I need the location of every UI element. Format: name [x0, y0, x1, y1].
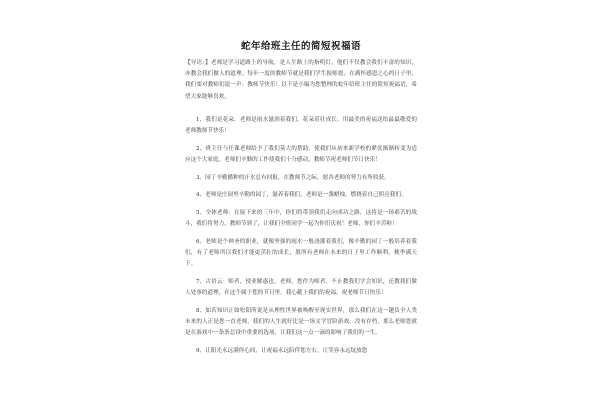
wish-paragraph-7: 7、古语云：师者，授业解惑也。老师，您作为师者，不止教我们学会知识，还教我们做人处事的道理，在这个属于您的节日里，我心献上我们的祝福，祝老师节日快乐！: [185, 279, 417, 297]
wish-paragraph-8: 8、如若知识正如松阳所说是从理性世界被唤醒至现实世界，那么我们在这一趟负全人类未来的人正是您一直老师，我们的人生就好比是一场文学冒险游戏，没有存档，那么老师您就是在游戏中一条条总设中重要的选项，让我们这一点一滴的影响了我们的一生。: [185, 307, 417, 337]
wish-paragraph-3: 3、园丁辛勤播种的汗水总有回报，在教师节之际，愿各老师的努力有所收获。: [196, 174, 390, 181]
article-column: [185, 38, 417, 364]
wish-paragraph-6: 6、老师是个神圣的职业，就像坚强的雨水一般浇灌着我们，像辛勤的园丁一般培养着我们，有了老师所以我们才能更茁壮的成长，愿所有老师在未来的日子里工作顺利，桃李满天下。: [185, 238, 417, 268]
document-title: 蛇年给班主任的简短祝福语: [240, 41, 361, 52]
intro-paragraph: 【导语：】老师是学习道路上的导航，是人生路上的指明灯，他们不仅教会我们丰富的知识，亦教会我们做人的道理。每年一度的教师节就是我们学生报师恩、在满怀感恩之心的日子里，我们要对教师们说一声：教师节快乐！以下是小编为您整理的蛇年给班主任的简短祝福语，希望大家能够喜欢。: [185, 60, 417, 100]
wish-paragraph-2: 2、班主任与任课老师给予了我们莫大的帮助，使我们从初来新学校的紧张渐渐转变为适应这个大家庭。老师们辛勤的工作使我们十分感动，教师节祝老师们节日快乐！: [185, 145, 417, 163]
wish-paragraph-4: 4、老师是庄园里辛勤的园丁，滋养着我们，老师是一盏蜡烛，燃烧着自己照亮我们。: [196, 192, 407, 199]
wish-paragraph-1: 1、我们是花朵，老师是雨水滋润着我们，花朵茁壮成长。用最美的祝福送给最最敬爱的老师教师节快乐！: [185, 116, 417, 135]
wish-paragraph-5: 5、全体老师：在接下来的三年中，你们将带领我们走向成功之路，这将是一场艰苦的战斗，我们将努力，教师节到了，让我们全班同学一起为你们庆祝！老师，你们辛苦啦！: [185, 210, 417, 228]
wish-paragraph-9: 9、让阳光永远满你心间，让祝福永远陪伴您左右，让笑容永远绽放您: [196, 348, 368, 355]
